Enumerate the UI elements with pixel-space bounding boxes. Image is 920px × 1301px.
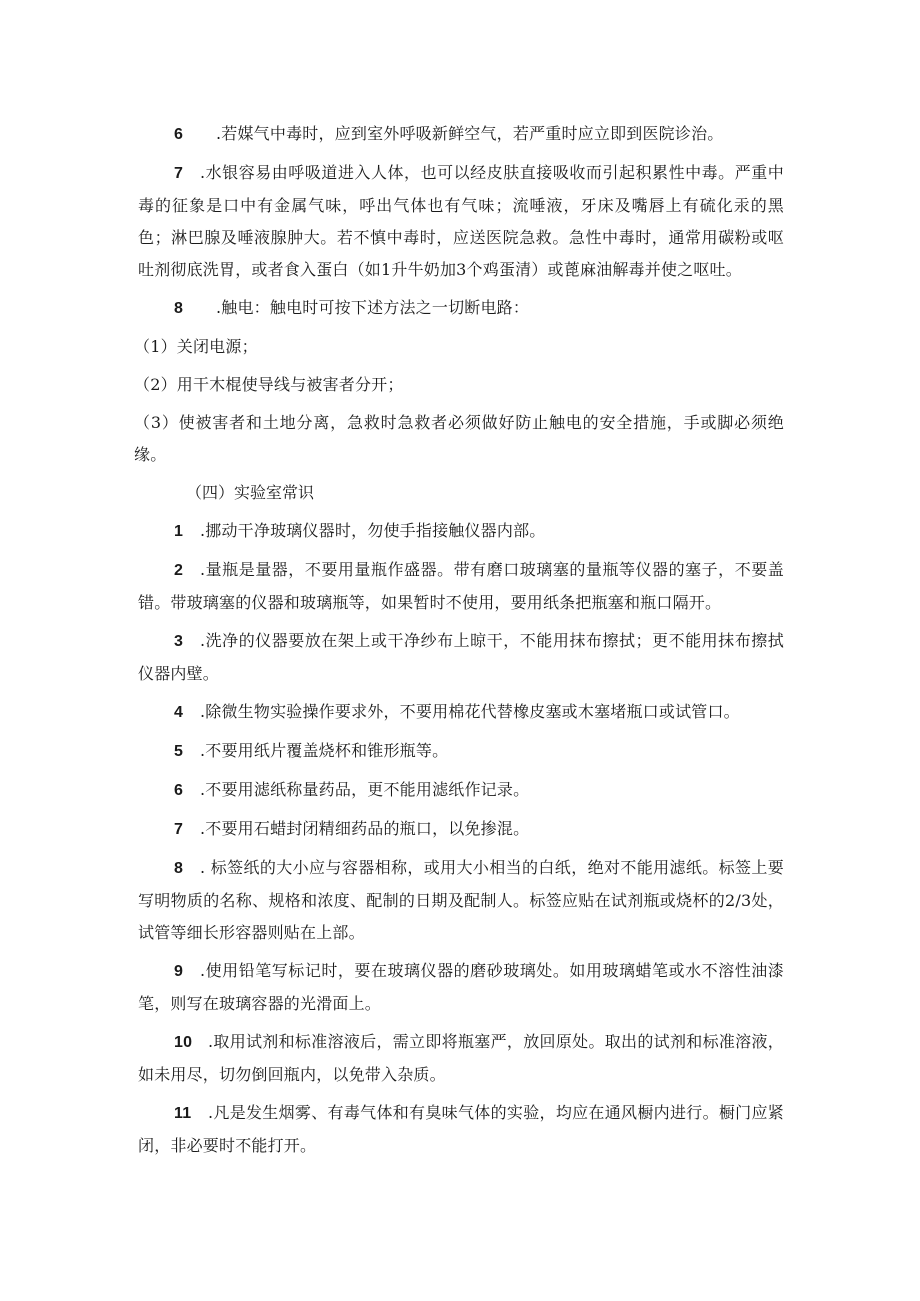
- list-item: [138, 735, 784, 768]
- item-number: 7: [174, 165, 184, 182]
- list-item: [138, 1026, 784, 1091]
- list-item: [138, 554, 784, 619]
- item-number: 5: [174, 743, 184, 760]
- item-number: 1: [174, 523, 184, 540]
- item-number: 6: [174, 782, 184, 799]
- item-text: .除微生物实验操作要求外，不要用棉花代替橡皮塞或木塞堵瓶口或试管口。: [200, 702, 740, 721]
- item-text: .不要用滤纸称量药品，更不能用滤纸作记录。: [200, 780, 530, 799]
- item-number: 9: [174, 963, 184, 980]
- list-item: [138, 1097, 784, 1162]
- item-text: .水银容易由呼吸道进入人体，也可以经皮肤直接吸收而引起积累性中毒。严重中毒的征象是口中有金属气味，呼出气体也有气味；流唾液，牙床及嘴唇上有硫化汞的黑色；淋巴腺及唾液腺肿大。若不慎中毒时，应送医院急救。急性中毒时，通常用碳粉或呕吐剂彻底洗胃，或者食入蛋白（如1升牛奶加3个鸡蛋清）或蓖麻油解毒并使之呕吐。: [138, 163, 784, 279]
- list-item: [138, 696, 784, 729]
- list-item: [138, 852, 784, 949]
- item-text: .取用试剂和标准溶液后，需立即将瓶塞严，放回原处。取出的试剂和标准溶液，如未用尽，切勿倒回瓶内，以免带入杂质。: [138, 1032, 784, 1084]
- sub-item: （1）关闭电源；: [134, 337, 258, 356]
- list-item: [138, 774, 784, 807]
- item-number: 8: [174, 860, 184, 877]
- item-text: .挪动干净玻璃仪器时，勿使手指接触仪器内部。: [200, 521, 546, 540]
- list-item: [138, 118, 784, 151]
- item-number: 6: [174, 126, 184, 143]
- list-item: [138, 813, 784, 846]
- item-text: .凡是发生烟雾、有毒气体和有臭味气体的实验，均应在通风橱内进行。橱门应紧闭，非必要时不能打开。: [138, 1103, 784, 1155]
- item-number: 4: [174, 704, 184, 721]
- item-number: 11: [174, 1105, 192, 1122]
- list-item: [138, 515, 784, 548]
- item-text: .不要用纸片覆盖烧杯和锥形瓶等。: [200, 741, 449, 760]
- list-item: [138, 292, 784, 325]
- item-text: .洗净的仪器要放在架上或干净纱布上晾干，不能用抹布擦拭；更不能用抹布擦拭仪器内壁。: [138, 631, 784, 683]
- item-text: .若媒气中毒时，应到室外呼吸新鲜空气，若严重时应立即到医院诊治。: [216, 124, 724, 143]
- sub-item: （2）用干木棍使导线与被害者分开；: [134, 375, 404, 394]
- list-item: [138, 157, 784, 286]
- list-item: [138, 625, 784, 690]
- item-text: .量瓶是量器，不要用量瓶作盛器。带有磨口玻璃塞的量瓶等仪器的塞子，不要盖错。带玻璃塞的仪器和玻璃瓶等，如果暂时不使用，要用纸条把瓶塞和瓶口隔开。: [138, 560, 784, 612]
- list-item: [138, 955, 784, 1020]
- document-page: [134, 118, 784, 1168]
- item-text: .触电：触电时可按下述方法之一切断电路：: [216, 298, 530, 317]
- item-number: 3: [174, 633, 184, 650]
- section-title: （四）实验室常识: [186, 483, 315, 502]
- item-number: 10: [174, 1034, 193, 1051]
- sub-item: （3）使被害者和土地分离，急救时急救者必须做好防止触电的安全措施，手或脚必须绝缘。: [134, 413, 784, 464]
- item-number: 2: [174, 562, 184, 579]
- item-text: .使用铅笔写标记时，要在玻璃仪器的磨砂玻璃处。如用玻璃蜡笔或水不溶性油漆笔，则写在玻璃容器的光滑面上。: [138, 961, 784, 1013]
- item-text: .不要用石蜡封闭精细药品的瓶口，以免掺混。: [200, 819, 530, 838]
- item-number: 8: [174, 300, 184, 317]
- item-number: 7: [174, 821, 184, 838]
- item-text: . 标签纸的大小应与容器相称，或用大小相当的白纸，绝对不能用滤纸。标签上要写明物质的名称、规格和浓度、配制的日期及配制人。标签应贴在试剂瓶或烧杯的2/3处，试管等细长形容器则贴在上部。: [138, 858, 784, 942]
